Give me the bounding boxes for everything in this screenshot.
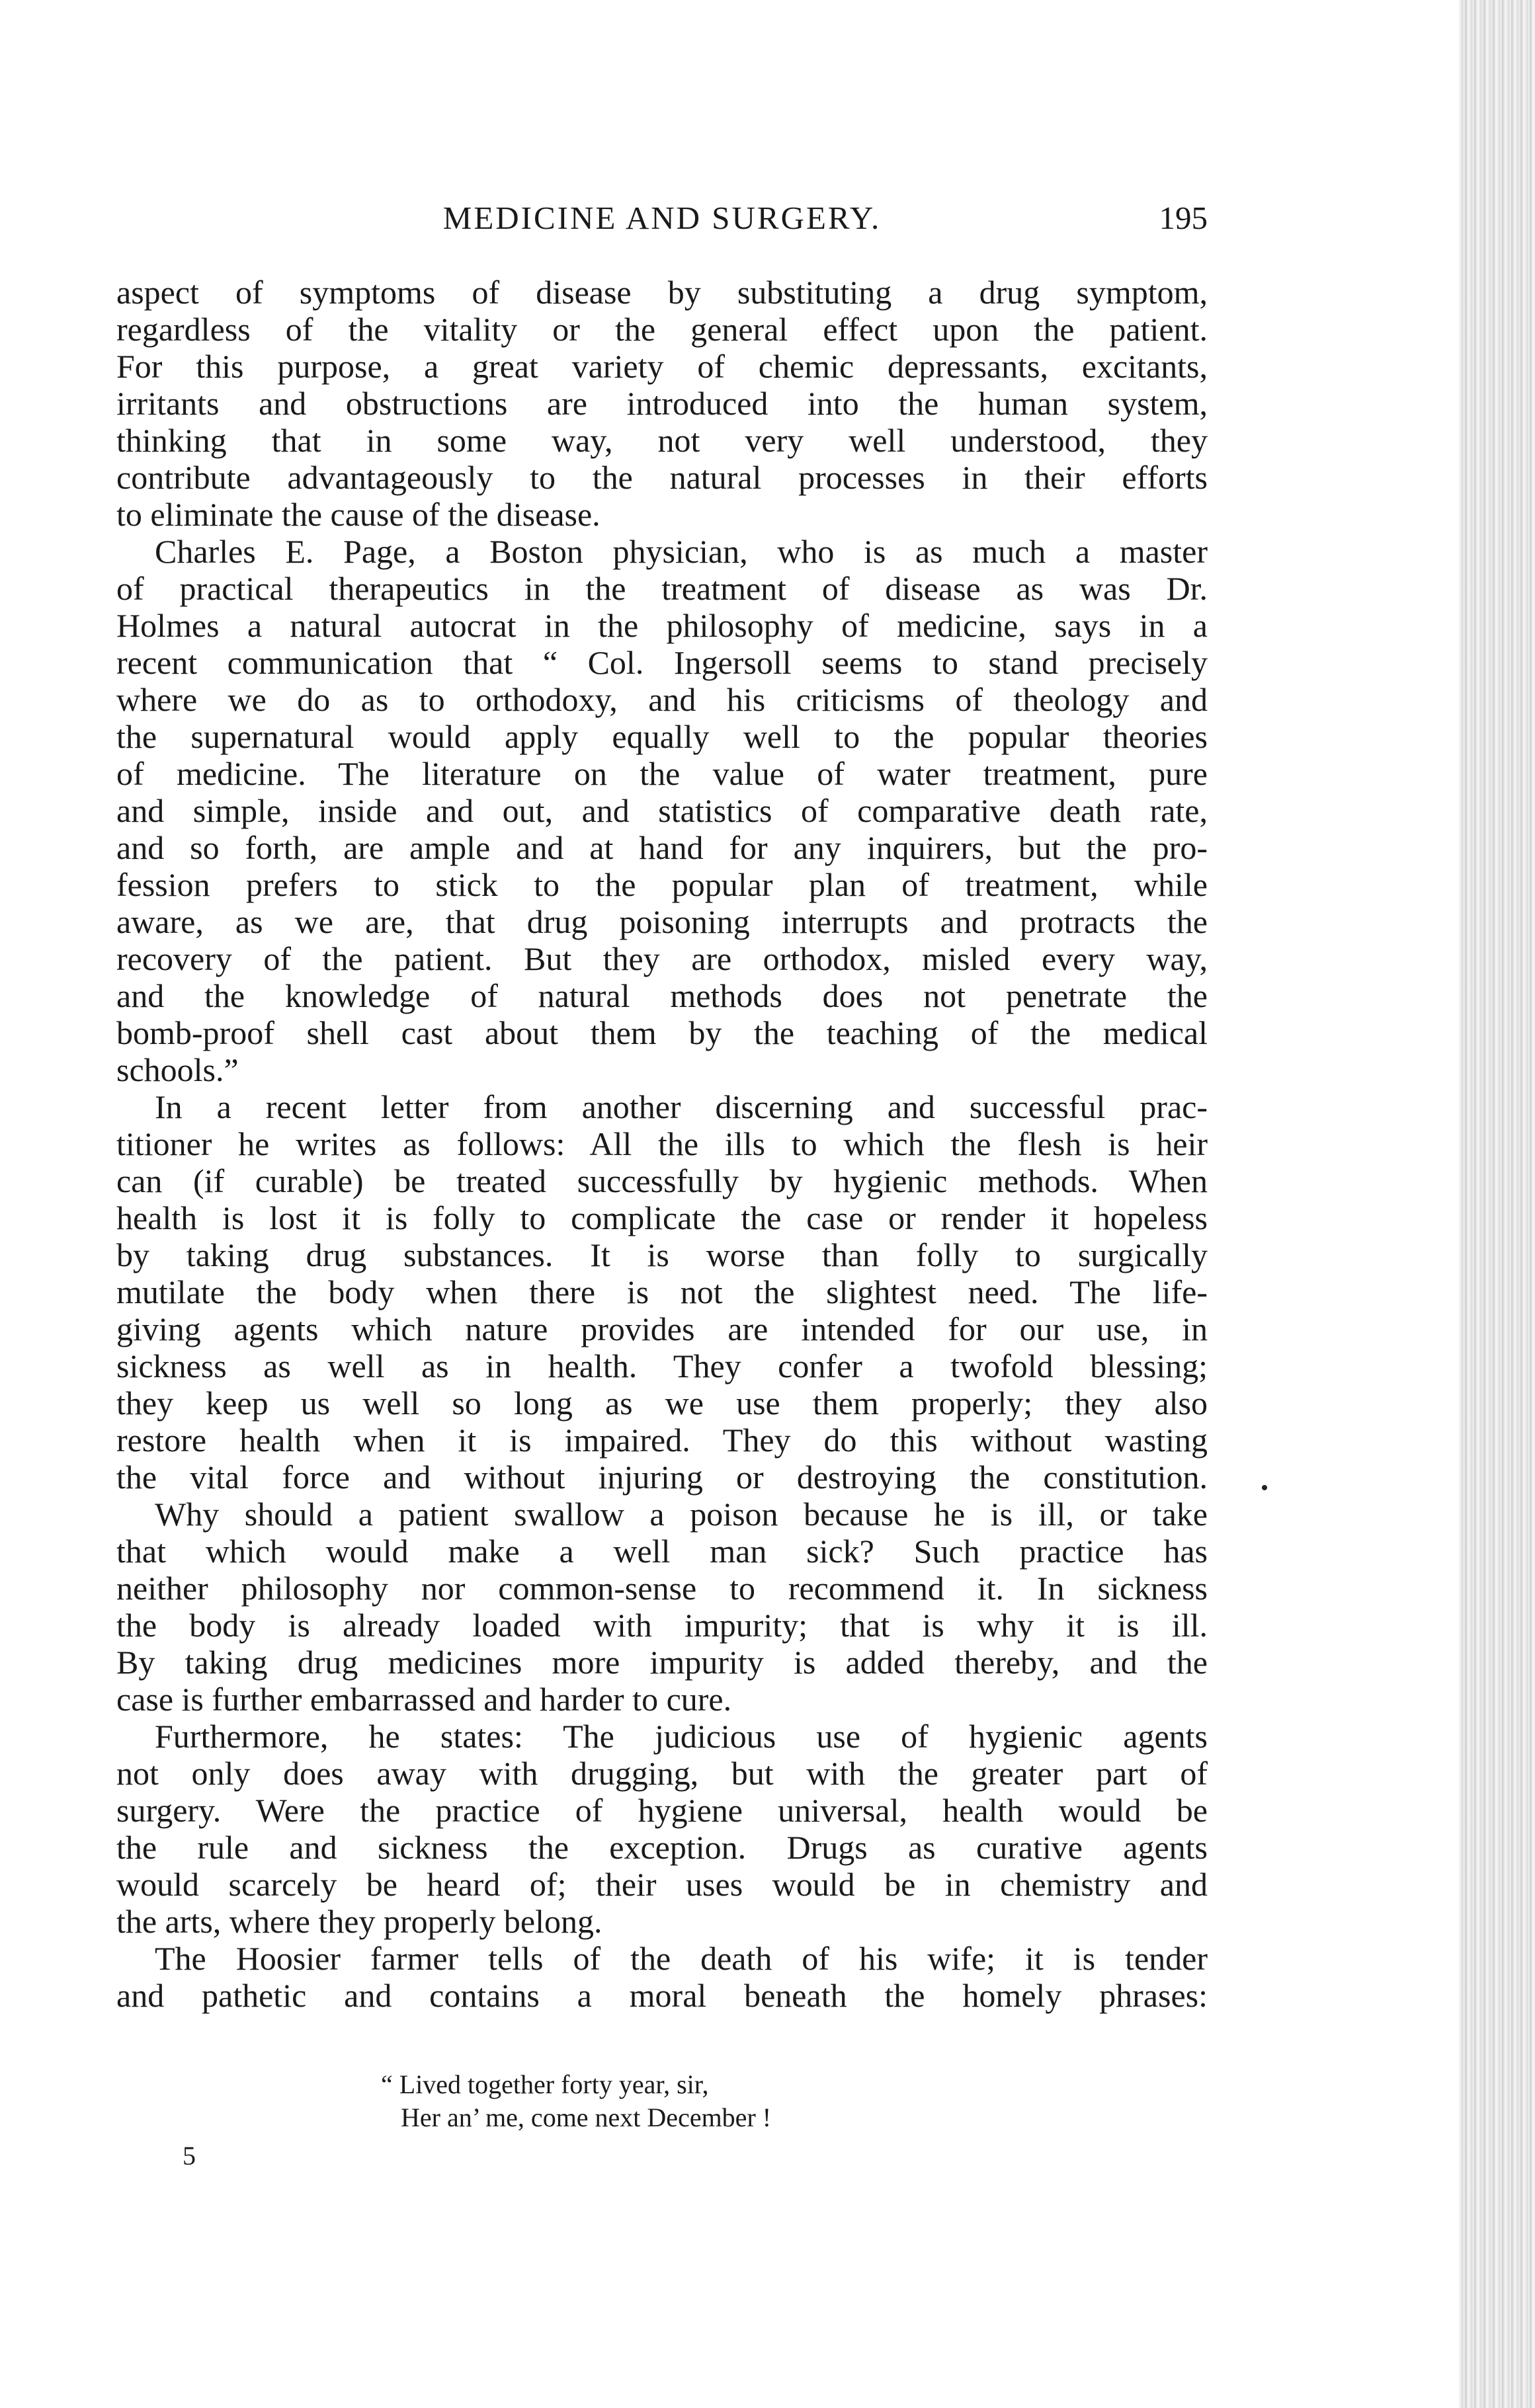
text-line: In a recent letter from another discerning and successful prac- — [155, 1088, 1208, 1125]
text-line: contribute advantageously to the natural processes in their efforts — [116, 459, 1208, 496]
text-line: sickness as well as in health. They confer a twofold blessing; — [116, 1347, 1208, 1385]
text-line: of medicine. The literature on the value of water treatment, pure — [116, 755, 1208, 792]
text-line: Why should a patient swallow a poison because he is ill, or take — [155, 1496, 1208, 1533]
verse-line: “ Lived together forty year, sir, — [381, 2069, 709, 2099]
text-line: not only does away with drugging, but with the greater part of — [116, 1755, 1208, 1792]
text-line: fession prefers to stick to the popular plan of treatment, while — [116, 866, 1208, 903]
text-line: recovery of the patient. But they are orthodox, misled every way, — [116, 940, 1208, 977]
text-line: that which would make a well man sick? Such practice has — [116, 1533, 1208, 1570]
text-line: and the knowledge of natural methods does not penetrate the — [116, 977, 1208, 1014]
page-number: 195 — [1159, 200, 1208, 236]
binding-gutter — [1459, 0, 1535, 2408]
text-line: health is lost it is folly to complicate the case or render it hopeless — [116, 1199, 1208, 1236]
text-line: bomb-proof shell cast about them by the teaching of the medical — [116, 1014, 1208, 1051]
text-line: and so forth, are ample and at hand for any inquirers, but the pro- — [116, 829, 1208, 866]
text-line: and pathetic and contains a moral beneath the homely phrases: — [116, 1977, 1208, 2014]
text-line: to eliminate the cause of the disease. — [116, 496, 601, 533]
text-line: thinking that in some way, not very well understood, they — [116, 422, 1208, 459]
ink-speck — [1262, 1485, 1267, 1490]
text-line: they keep us well so long as we use them properly; they also — [116, 1385, 1208, 1422]
text-line: where we do as to orthodoxy, and his criticisms of theology and — [116, 681, 1208, 718]
text-line: regardless of the vitality or the general effect upon the patient. — [116, 311, 1208, 348]
text-line: mutilate the body when there is not the slightest need. The life- — [116, 1273, 1208, 1310]
text-line: schools.” — [116, 1051, 239, 1088]
text-line: neither philosophy nor common-sense to recommend it. In sickness — [116, 1570, 1208, 1607]
body-text — [116, 274, 1208, 2014]
text-line: the body is already loaded with impurity; that is why it is ill. — [116, 1607, 1208, 1644]
text-line: irritants and obstructions are introduced into the human system, — [116, 385, 1208, 422]
text-line: titioner he writes as follows: All the ills to which the flesh is heir — [116, 1125, 1208, 1162]
page-header — [116, 192, 1208, 245]
text-line: restore health when it is impaired. They do this without wasting — [116, 1422, 1208, 1459]
text-line: recent communication that “ Col. Ingersoll seems to stand precisely — [116, 644, 1208, 681]
text-line: Holmes a natural autocrat in the philosophy of medicine, says in a — [116, 607, 1208, 644]
text-line: the supernatural would apply equally well to the popular theories — [116, 718, 1208, 755]
text-line: the rule and sickness the exception. Drugs as curative agents — [116, 1829, 1208, 1866]
text-line: The Hoosier farmer tells of the death of his wife; it is tender — [155, 1940, 1208, 1977]
text-line: case is further embarrassed and harder to cure. — [116, 1681, 732, 1718]
running-head: MEDICINE AND SURGERY. — [442, 200, 882, 236]
text-line: For this purpose, a great variety of chemic depressants, excitants, — [116, 348, 1208, 385]
text-line: surgery. Were the practice of hygiene universal, health would be — [116, 1792, 1208, 1829]
text-line: by taking drug substances. It is worse than folly to surgically — [116, 1236, 1208, 1273]
text-line: aware, as we are, that drug poisoning interrupts and protracts the — [116, 903, 1208, 940]
text-line: of practical therapeutics in the treatment of disease as was Dr. — [116, 570, 1208, 607]
text-line: the vital force and without injuring or destroying the constitution. — [116, 1459, 1208, 1496]
signature-mark: 5 — [183, 2141, 196, 2171]
text-line: By taking drug medicines more impurity is added thereby, and the — [116, 1644, 1208, 1681]
text-line: would scarcely be heard of; their uses would be in chemistry and — [116, 1866, 1208, 1903]
text-line: Furthermore, he states: The judicious use of hygienic agents — [155, 1718, 1208, 1755]
verse-line: Her an’ me, come next December ! — [401, 2103, 772, 2132]
verse-quote — [381, 2068, 976, 2134]
text-line: aspect of symptoms of disease by substituting a drug symptom, — [116, 274, 1208, 311]
text-line: giving agents which nature provides are intended for our use, in — [116, 1310, 1208, 1347]
text-line: the arts, where they properly belong. — [116, 1903, 602, 1940]
text-line: Charles E. Page, a Boston physician, who is as much a master — [155, 533, 1208, 570]
text-line: and simple, inside and out, and statistics of comparative death rate, — [116, 792, 1208, 829]
text-line: can (if curable) be treated successfully by hygienic methods. When — [116, 1162, 1208, 1199]
